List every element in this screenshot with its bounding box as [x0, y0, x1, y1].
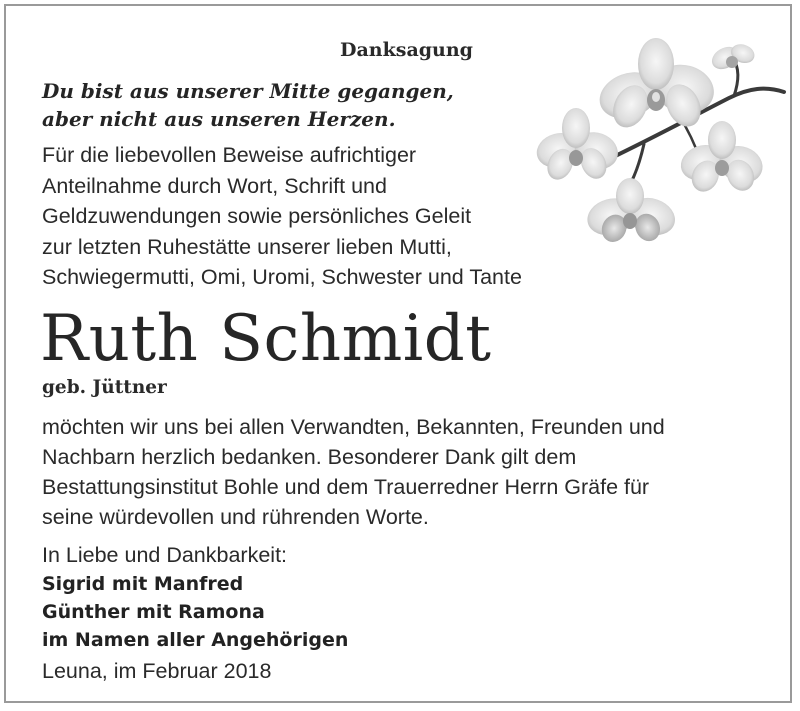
quote-line: Du bist aus unserer Mitte gegangen, [42, 79, 454, 103]
intro-paragraph [42, 140, 522, 293]
maiden-name: geb. Jüttner [42, 377, 167, 398]
intro-line: zur letzten Ruhestätte unserer lieben Mutti, [42, 234, 452, 259]
signatory-line: Günther mit Ramona [42, 601, 265, 623]
closing-line: In Liebe und Dankbarkeit: [42, 543, 288, 567]
deceased-name: Ruth Schmidt [40, 302, 492, 376]
intro-line: Schwiegermutti, Omi, Uromi, Schwester und Tante [42, 265, 522, 289]
signatory-line: im Namen aller Angehörigen [42, 629, 349, 651]
orchid-branch-icon [534, 36, 788, 251]
thanks-line: seine würdevollen und rührenden Worte. [42, 505, 429, 529]
thanks-line: möchten wir uns bei allen Verwandten, Bekannten, Freunden und [42, 415, 665, 439]
thanks-paragraph [42, 412, 665, 532]
intro-line: Für die liebevollen Beweise aufrichtiger [42, 143, 417, 167]
notice-frame [4, 4, 792, 703]
intro-line: Anteilnahme durch Wort, Schrift und [42, 173, 387, 198]
signatories [42, 570, 348, 654]
intro-line: Geldzuwendungen sowie persönliches Geleit [42, 204, 472, 228]
signatory-line: Sigrid mit Manfred [42, 573, 244, 595]
notice-heading: Danksagung [340, 39, 473, 61]
thanks-line: Nachbarn herzlich bedanken. Besonderer Dank gilt dem [42, 445, 577, 469]
memorial-quote [42, 77, 454, 133]
place-date: Leuna, im Februar 2018 [42, 659, 272, 683]
thanks-line: Bestattungsinstitut Bohle und dem Trauerredner Herrn Gräfe für [42, 475, 650, 499]
quote-line: aber nicht aus unseren Herzen. [42, 107, 396, 131]
